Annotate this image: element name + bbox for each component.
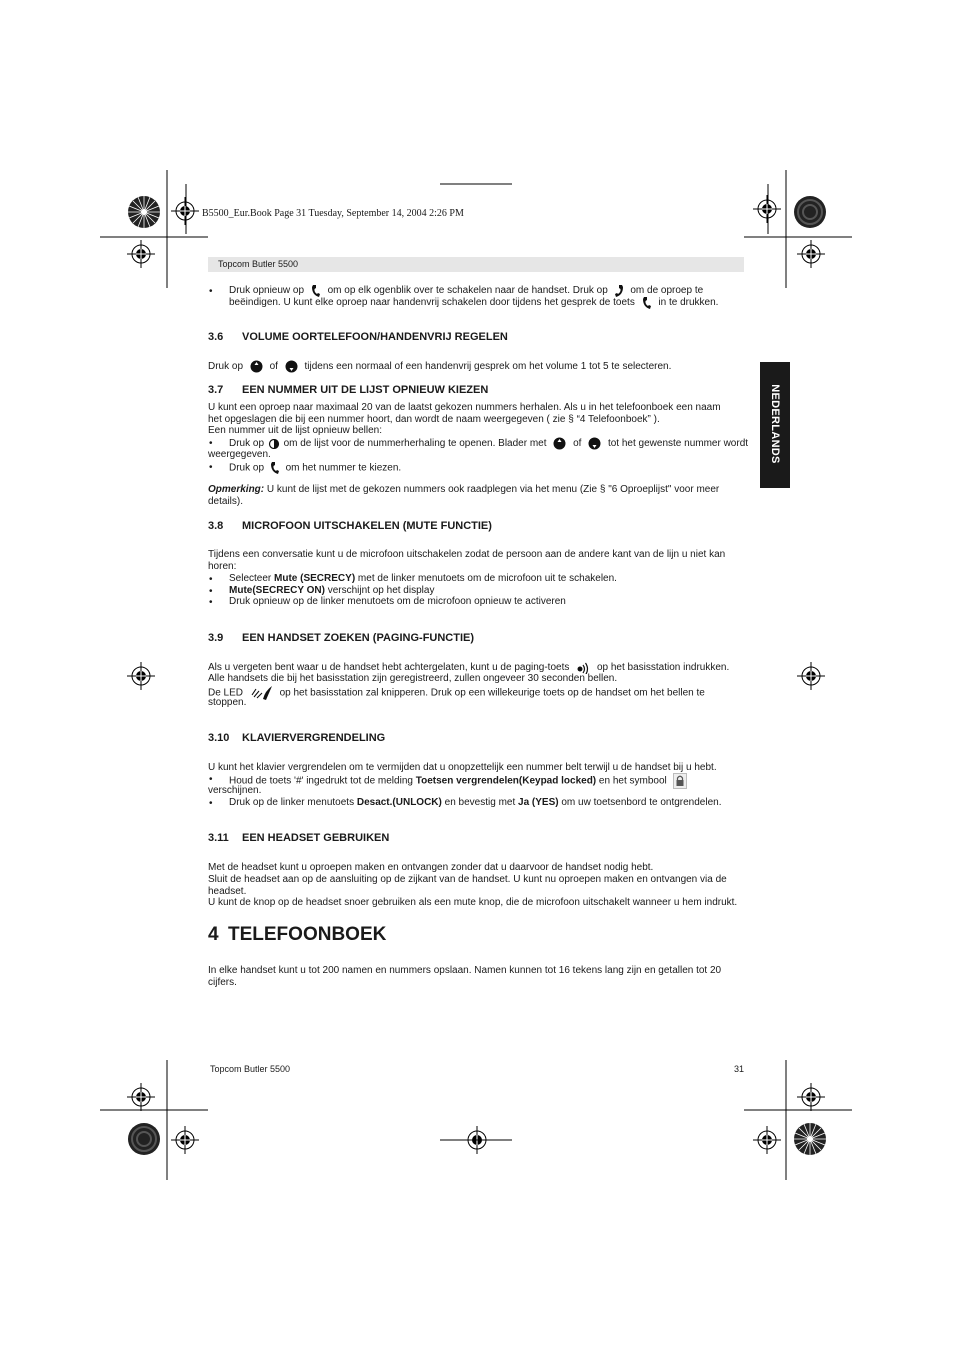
registration-mark — [171, 197, 199, 225]
print-header: B5500_Eur.Book Page 31 Tuesday, September 14, 2004 2:26 PM — [202, 208, 464, 219]
registration-mark — [440, 1126, 512, 1154]
intro-line-1: Druk opnieuw op om op elk ogenblik over te schakelen naar de handset. Druk op om de oproep te — [229, 285, 704, 297]
starburst-mark — [127, 195, 161, 229]
paging-line-1: Als u vergeten bent waar u de handset hebt achtergelaten, kunt u de paging-toets op het basisstation indrukken. — [208, 662, 730, 674]
volume-up-key-icon — [250, 360, 263, 373]
redial-key-icon — [268, 439, 280, 449]
keylock-line-1: U kunt het klavier vergrendelen om te vermijden dat u onopzettelijk een nummer belt terwijl u de handset bij u hebt. — [208, 762, 717, 773]
section-heading-3-8: 3.8 MICROFOON UITSCHAKELEN (MUTE FUNCTIE) — [208, 520, 492, 532]
paging-line-3: De LED op het basisstation zal knipperen. Druk op een willekeurige toets op de handset om het bellen te — [208, 685, 705, 701]
registration-mark — [753, 195, 781, 223]
keylock-bullet-2: Druk op de linker menutoets Desact.(UNLOCK) en bevestig met Ja (YES) om uw toetsenbord te ontgrendelen. — [229, 797, 722, 808]
headset-line-3: headset. — [208, 886, 247, 897]
running-header — [208, 257, 744, 272]
volume-down-key-icon — [285, 360, 298, 373]
registration-mark — [127, 662, 155, 690]
starburst-mark — [127, 1122, 161, 1156]
intro-line-2: beëindigen. U kunt elke oproep naar handenvrij schakelen door tijdens het gesprek de toets in te drukken. — [229, 297, 719, 309]
phonebook-line-2: cijfers. — [208, 977, 237, 988]
starburst-mark — [793, 195, 827, 229]
registration-mark — [440, 170, 512, 198]
section-heading-3-6: 3.6 VOLUME OORTELEFOON/HANDENVRIJ REGELEN — [208, 331, 508, 343]
registration-mark — [797, 1083, 825, 1111]
section-heading-3-10: 3.10 KLAVIERVERGRENDELING — [208, 732, 386, 744]
registration-mark — [171, 1126, 199, 1154]
redial-bullet-2: Druk op om het nummer te kiezen. — [229, 462, 402, 474]
bullet: • — [209, 774, 213, 785]
registration-mark — [753, 1126, 781, 1154]
page-number: 31 — [734, 1064, 745, 1074]
bullet: • — [209, 574, 213, 585]
section-heading-3-9: 3.9 EEN HANDSET ZOEKEN (PAGING-FUNCTIE) — [208, 632, 475, 644]
redial-note: Opmerking: U kunt de lijst met de gekozen nummers ook raadplegen via het menu (Zie § "6 Oproeplijst" voor meer — [208, 484, 720, 495]
keylock-bullet-1-cont: verschijnen. — [208, 785, 262, 796]
section-heading-3-11: 3.11 EEN HEADSET GEBRUIKEN — [208, 832, 390, 844]
redial-line-2: het opgeslagen die bij een nummer hoort, dan wordt de naam weergegeven ( zie § “4 Telefoonboek” ). — [208, 414, 660, 425]
bullet: • — [209, 462, 213, 473]
section-heading-3-7: 3.7 EEN NUMMER UIT DE LIJST OPNIEUW KIEZEN — [208, 384, 489, 396]
redial-line-3: Een nummer uit de lijst opnieuw bellen: — [208, 425, 382, 436]
registration-mark — [797, 240, 825, 268]
keypad-lock-icon — [673, 773, 687, 789]
headset-line-1: Met de headset kunt u oproepen maken en ontvangen zonder dat u daarvoor de handset nodig hebt. — [208, 862, 654, 873]
redial-bullet-1: Druk op om de lijst voor de nummerherhaling te openen. Blader met of tot het gewenste nummer wordt — [229, 438, 749, 450]
registration-mark — [797, 662, 825, 690]
mute-line-1: Tijdens een conversatie kunt u de microfoon uitschakelen zodat de persoon aan de andere kant van de lijn u niet kan — [208, 549, 726, 560]
bullet: • — [209, 286, 213, 297]
redial-bullet-1-cont: weergegeven. — [208, 449, 271, 460]
mute-bullet-3: Druk opnieuw op de linker menutoets om de microfoon opnieuw te activeren — [229, 596, 566, 607]
led-icon — [250, 685, 274, 701]
mute-bullet-2: Mute(SECRECY ON) verschijnt op het display — [229, 585, 435, 596]
volume-paragraph: Druk op of tijdens een normaal of een handenvrij gesprek om het volume 1 tot 5 te selecteren. — [208, 361, 672, 373]
bullet: • — [209, 798, 213, 809]
paging-line-2: Alle handsets die bij het basisstation zijn geregistreerd, zullen ongeveer 30 seconden bellen. — [208, 673, 618, 684]
starburst-mark — [793, 1122, 827, 1156]
registration-mark — [127, 240, 155, 268]
redial-line-1: U kunt een oproep naar maximaal 20 van de laatst gekozen nummers herhalen. Als u in het telefoonboek een naam — [208, 402, 721, 413]
chapter-heading-4: 4 TELEFOONBOEK — [208, 924, 387, 945]
scroll-up-key-icon — [553, 437, 566, 450]
registration-mark — [127, 1083, 155, 1111]
mute-line-2: horen: — [208, 561, 237, 572]
language-tab-label: NEDERLANDS — [769, 384, 781, 464]
bullet: • — [209, 586, 213, 597]
headset-line-4: U kunt de knop op de headset snoer gebruiken als een mute knop, die de microfoon uitschakelt wanneer u hem indrukt. — [208, 897, 738, 908]
headset-line-2: Sluit de headset aan op de aansluiting op de zijkant van de handset. U kunt nu oproepen maken en ontvangen via de — [208, 874, 727, 885]
paging-line-4: stoppen. — [208, 697, 247, 708]
redial-note-cont: details). — [208, 496, 244, 507]
language-tab — [760, 362, 790, 488]
running-header-text: Topcom Butler 5500 — [218, 259, 299, 269]
bullet: • — [209, 597, 213, 608]
phonebook-line-1: In elke handset kunt u tot 200 namen en nummers opslaan. Namen kunnen tot 16 tekens lang zijn en getallen tot 20 — [208, 965, 722, 976]
dial-key-icon — [270, 461, 279, 475]
footer-title: Topcom Butler 5500 — [210, 1064, 291, 1074]
mute-bullet-1: Selecteer Mute (SECRECY) met de linker menutoets om de microfoon uit te schakelen. — [229, 573, 617, 584]
bullet: • — [209, 438, 213, 449]
handsfree-key-icon — [642, 296, 651, 309]
scroll-down-key-icon — [588, 437, 601, 450]
keylock-bullet-1: Houd de toets '#' ingedrukt tot de melding Toetsen vergrendelen(Keypad locked) en het symbool — [229, 773, 687, 789]
